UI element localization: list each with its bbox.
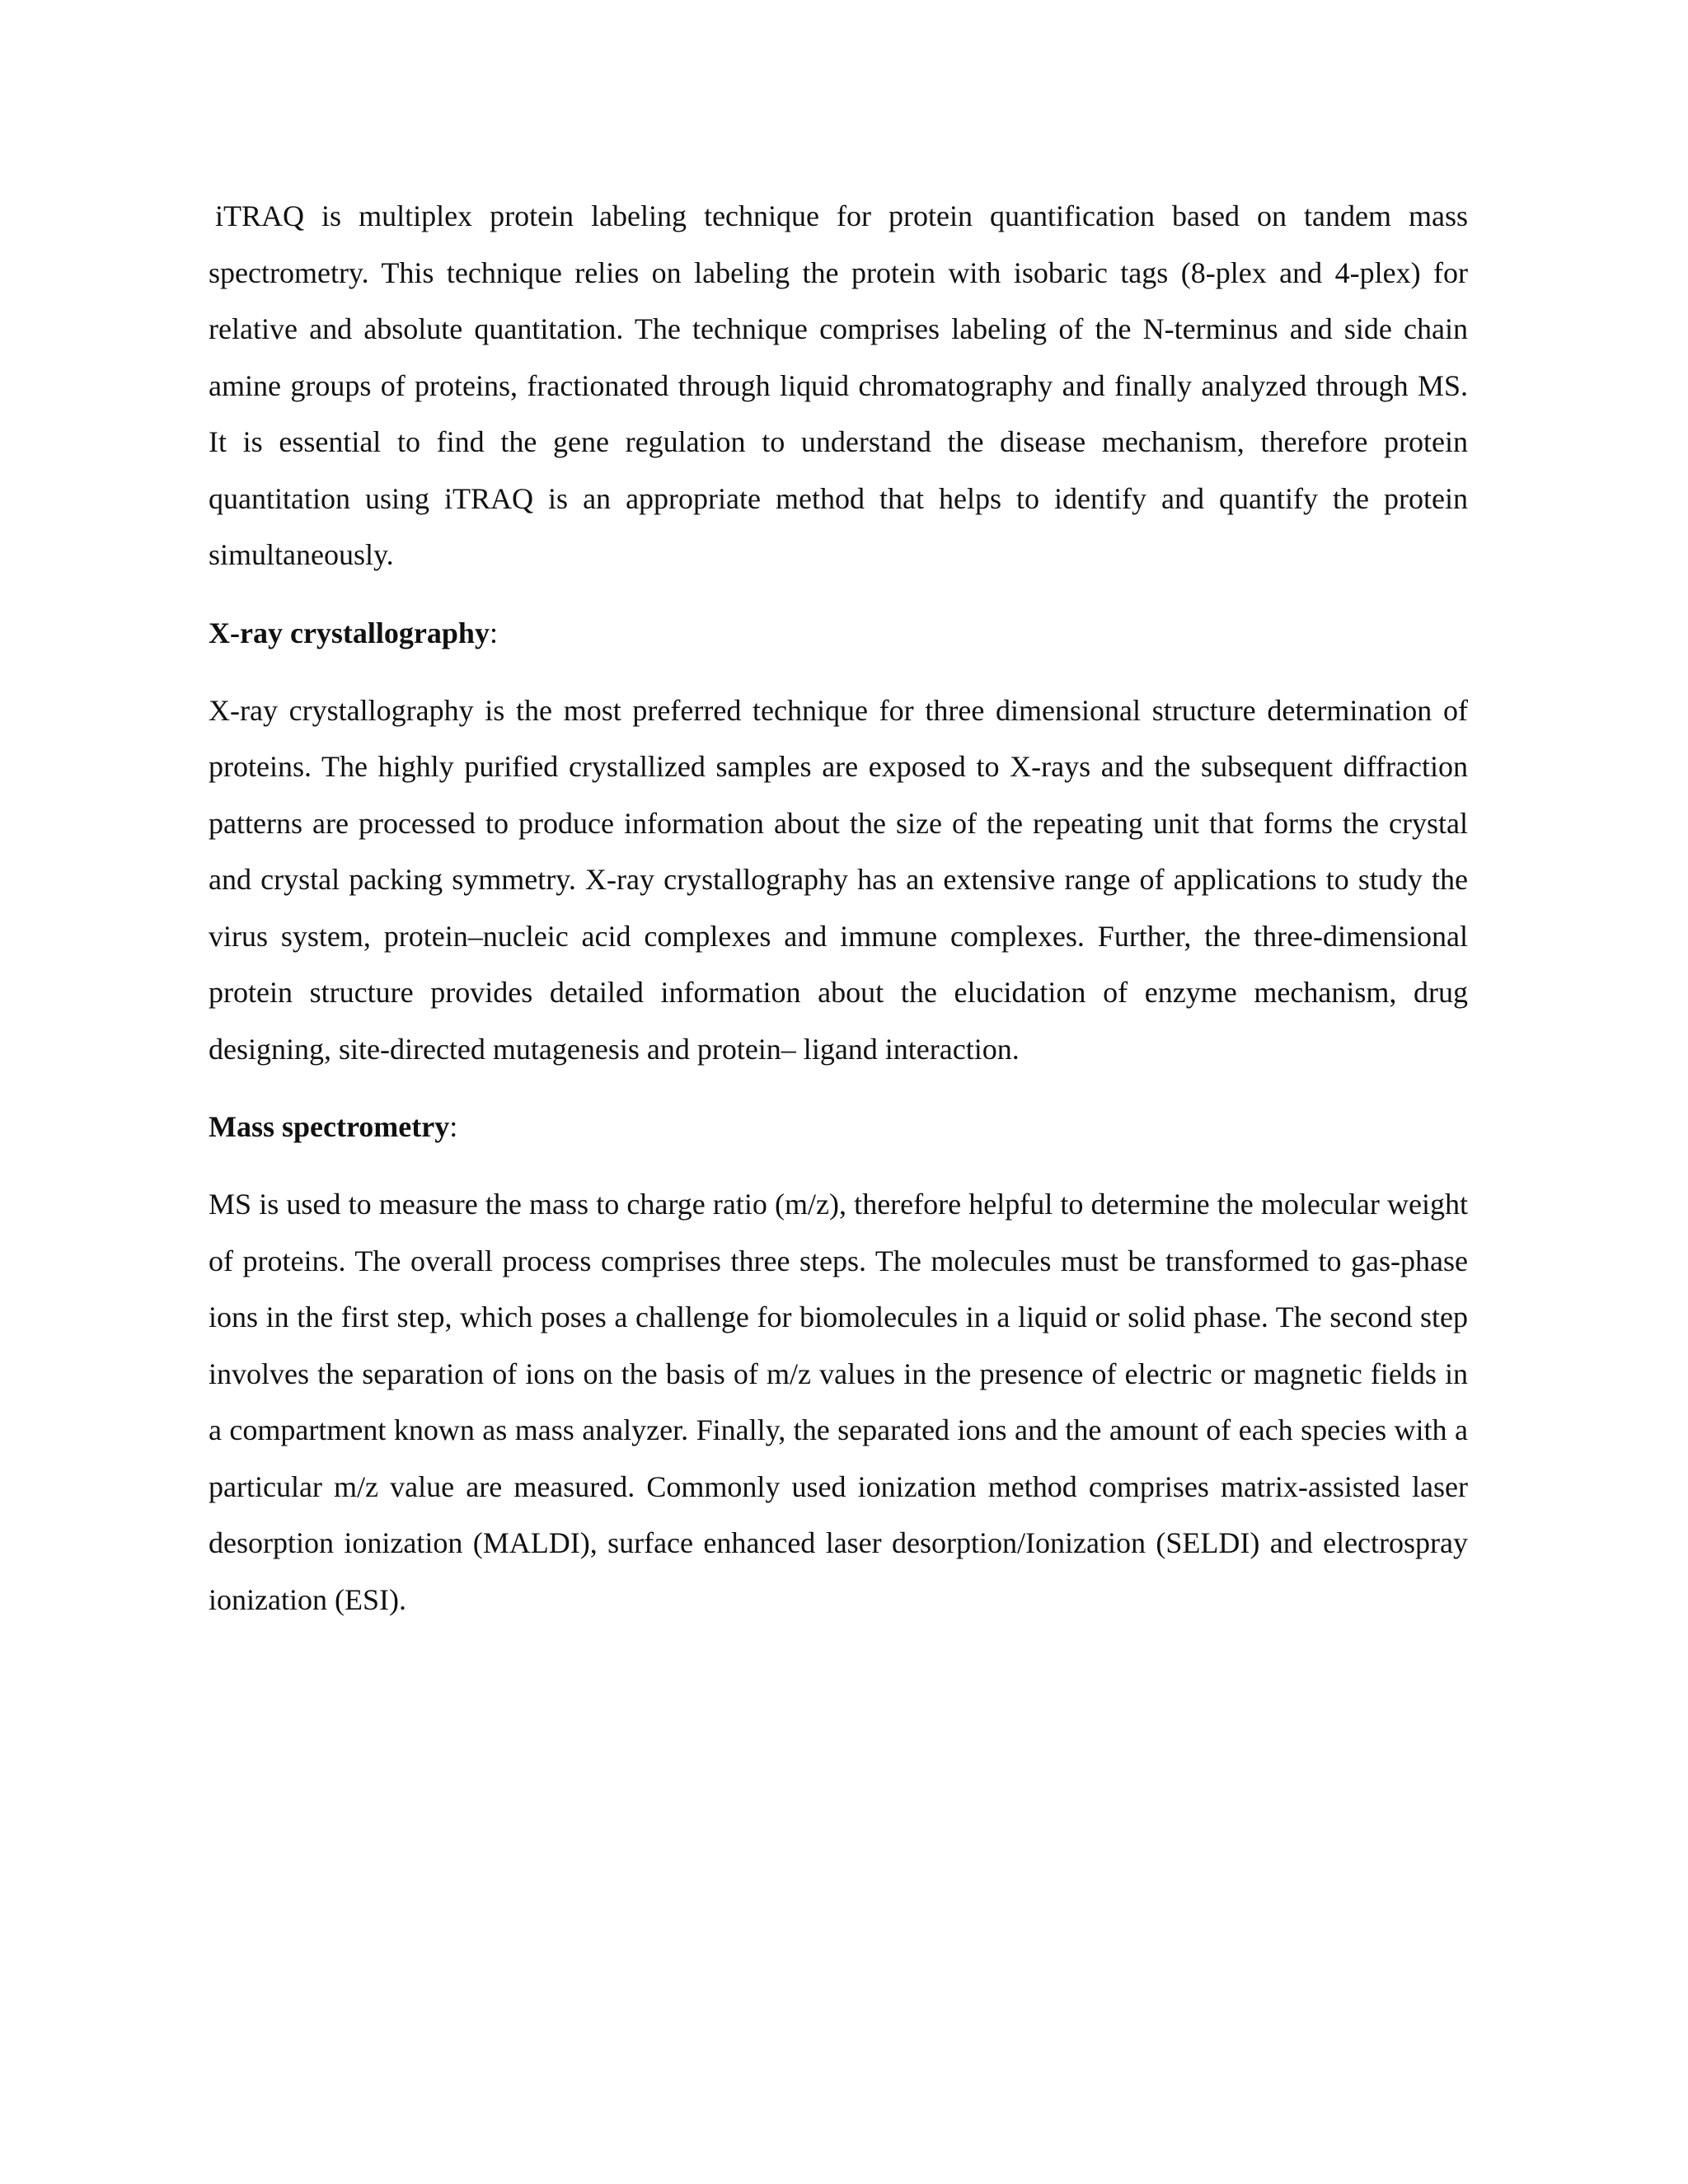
xray-paragraph: X-ray crystallography is the most preferred technique for three dimensional structure determination of proteins. The highly purified crystallized samples are exposed to X-rays and the subsequent diffraction patterns are processed to produce information about the size of the repeating unit that forms the crystal and crystal packing symmetry. X-ray crystallography has an extensive range of applications to study the virus system, protein–nucleic acid complexes and immune complexes. Further, the three-dimensional protein structure provides detailed information about the elucidation of enzyme mechanism, drug designing, site-directed mutagenesis and protein– ligand interaction.: [209, 693, 1468, 1066]
mass-spec-paragraph: MS is used to measure the mass to charge ratio (m/z), therefore helpful to determine the molecular weight of proteins. The overall process comprises three steps. The molecules must be transformed to gas-phase ions in the first step, which poses a challenge for biomolecules in a liquid or solid phase. The second step involves the separation of ions on the basis of m/z values in the presence of electric or magnetic fields in a compartment known as mass analyzer. Finally, the separated ions and the amount of each species with a particular m/z value are measured. Commonly used ionization method comprises matrix-assisted laser desorption ionization (MALDI), surface enhanced laser desorption/Ionization (SELDI) and electrospray ionization (ESI).: [209, 1188, 1468, 1616]
itraq-paragraph: iTRAQ is multiplex protein labeling technique for protein quantification based on tandem mass spectrometry. This technique relies on labeling the protein with isobaric tags (8-plex and 4-plex) for relative and absolute quantitation. The technique comprises labeling of the N-terminus and side chain amine groups of proteins, fractionated through liquid chromatography and finally analyzed through MS. It is essential to find the gene regulation to understand the disease mechanism, therefore protein quantitation using iTRAQ is an appropriate method that helps to identify and quantify the protein simultaneously.: [209, 199, 1468, 571]
mass-spec-heading-colon: :: [449, 1110, 458, 1143]
mass-spec-heading-title: Mass spectrometry: [209, 1110, 450, 1143]
xray-heading: [209, 605, 1468, 661]
document-page: [209, 188, 1468, 1649]
xray-heading-colon: :: [489, 616, 498, 649]
xray-heading-title: X-ray crystallography: [209, 616, 490, 649]
mass-spec-heading: [209, 1099, 1468, 1155]
